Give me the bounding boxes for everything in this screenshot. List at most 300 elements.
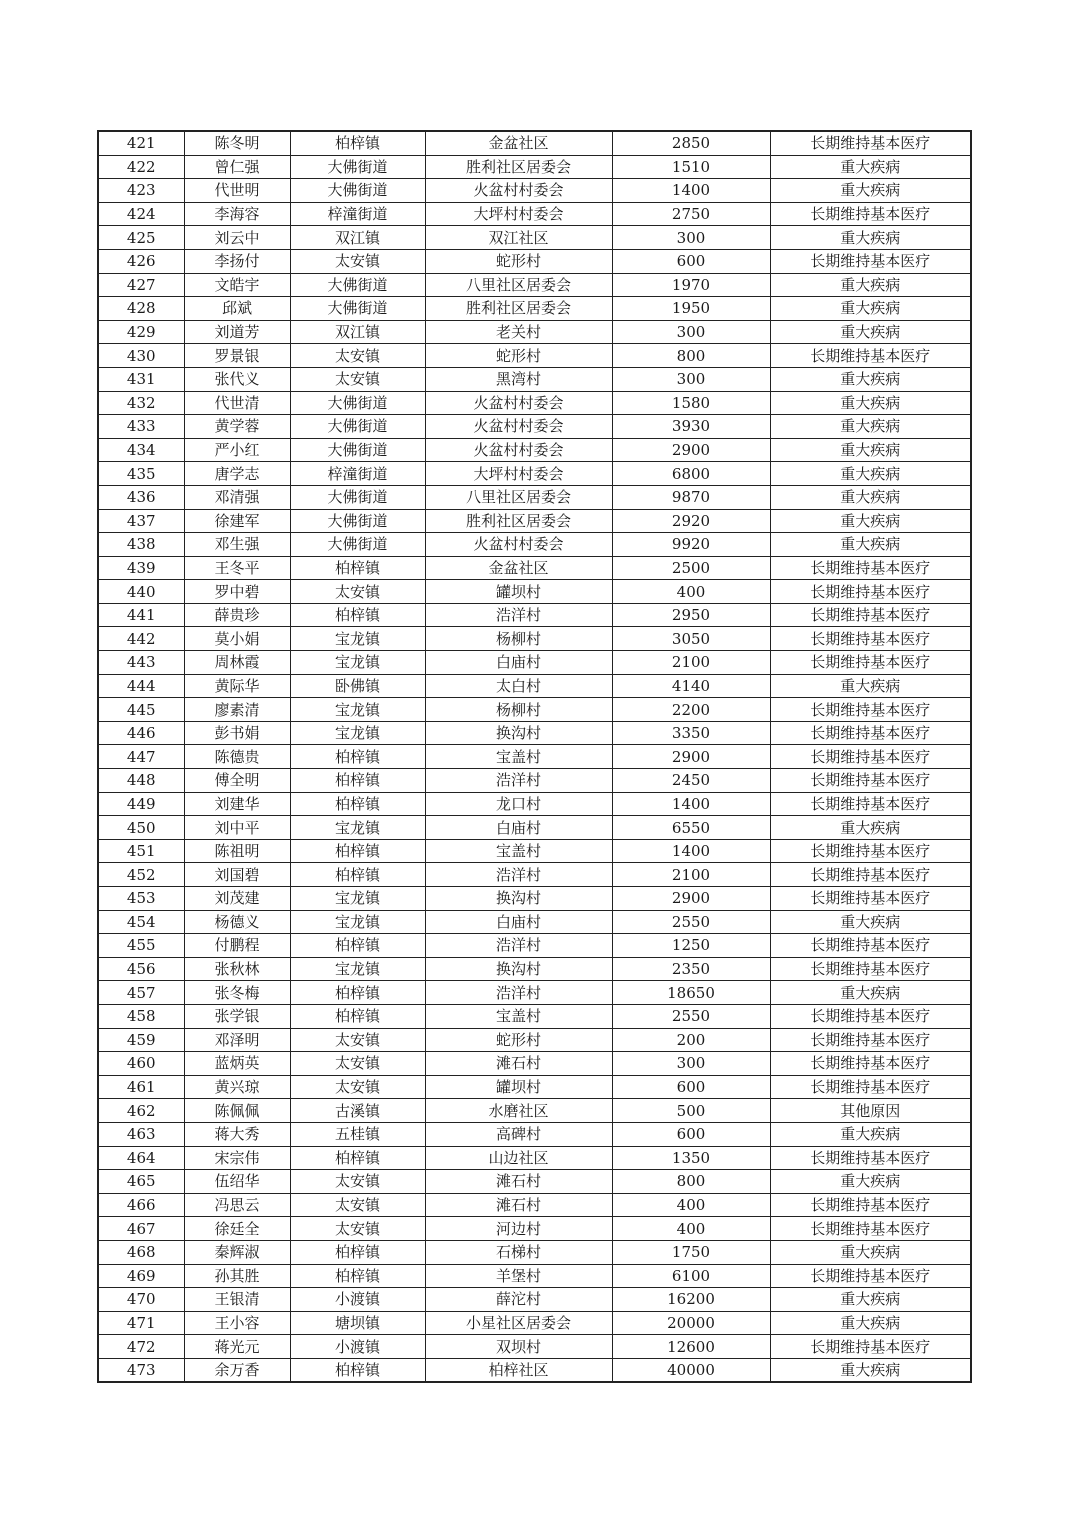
name-cell: 张冬梅 [184, 981, 290, 1005]
table-row [98, 887, 971, 911]
reason-cell: 重大疾病 [770, 485, 971, 509]
row-number-cell: 458 [98, 1004, 184, 1028]
table-row [98, 438, 971, 462]
township-cell: 小渡镇 [290, 1335, 425, 1359]
township-cell: 太安镇 [290, 1170, 425, 1194]
table-row [98, 1052, 971, 1076]
name-cell: 廖素清 [184, 698, 290, 722]
township-cell: 太安镇 [290, 1028, 425, 1052]
name-cell: 邓清强 [184, 485, 290, 509]
table-row [98, 462, 971, 486]
township-cell: 宝龙镇 [290, 887, 425, 911]
township-cell: 柏梓镇 [290, 1358, 425, 1382]
table-row [98, 1122, 971, 1146]
reason-cell: 重大疾病 [770, 438, 971, 462]
row-number-cell: 461 [98, 1075, 184, 1099]
amount-cell: 1750 [612, 1240, 770, 1264]
reason-cell: 重大疾病 [770, 910, 971, 934]
table-row [98, 674, 971, 698]
amount-cell: 2900 [612, 745, 770, 769]
reason-cell: 重大疾病 [770, 1240, 971, 1264]
amount-cell: 6550 [612, 816, 770, 840]
township-cell: 柏梓镇 [290, 556, 425, 580]
village-cell: 蛇形村 [425, 344, 612, 368]
table-row [98, 1240, 971, 1264]
village-cell: 白庙村 [425, 816, 612, 840]
name-cell: 冯思云 [184, 1193, 290, 1217]
table-row [98, 721, 971, 745]
table-row [98, 1170, 971, 1194]
table-row [98, 273, 971, 297]
township-cell: 柏梓镇 [290, 839, 425, 863]
table-row [98, 533, 971, 557]
township-cell: 太安镇 [290, 1052, 425, 1076]
row-number-cell: 444 [98, 674, 184, 698]
village-cell: 火盆村村委会 [425, 415, 612, 439]
township-cell: 柏梓镇 [290, 863, 425, 887]
reason-cell: 重大疾病 [770, 179, 971, 203]
name-cell: 付鹏程 [184, 934, 290, 958]
township-cell: 柏梓镇 [290, 769, 425, 793]
amount-cell: 800 [612, 344, 770, 368]
township-cell: 大佛街道 [290, 509, 425, 533]
reason-cell: 重大疾病 [770, 1311, 971, 1335]
township-cell: 太安镇 [290, 1217, 425, 1241]
village-cell: 浩洋村 [425, 769, 612, 793]
amount-cell: 600 [612, 1122, 770, 1146]
amount-cell: 9870 [612, 485, 770, 509]
village-cell: 浩洋村 [425, 603, 612, 627]
village-cell: 石梯村 [425, 1240, 612, 1264]
amount-cell: 2100 [612, 651, 770, 675]
row-number-cell: 466 [98, 1193, 184, 1217]
name-cell: 徐建军 [184, 509, 290, 533]
reason-cell: 长期维持基本医疗 [770, 934, 971, 958]
township-cell: 柏梓镇 [290, 792, 425, 816]
township-cell: 太安镇 [290, 344, 425, 368]
row-number-cell: 434 [98, 438, 184, 462]
row-number-cell: 452 [98, 863, 184, 887]
table-row [98, 816, 971, 840]
reason-cell: 长期维持基本医疗 [770, 627, 971, 651]
township-cell: 大佛街道 [290, 415, 425, 439]
township-cell: 大佛街道 [290, 485, 425, 509]
row-number-cell: 462 [98, 1099, 184, 1123]
name-cell: 黄兴琼 [184, 1075, 290, 1099]
amount-cell: 300 [612, 367, 770, 391]
row-number-cell: 433 [98, 415, 184, 439]
village-cell: 滩石村 [425, 1170, 612, 1194]
table-row [98, 603, 971, 627]
reason-cell: 重大疾病 [770, 367, 971, 391]
township-cell: 柏梓镇 [290, 603, 425, 627]
row-number-cell: 424 [98, 202, 184, 226]
village-cell: 薛沱村 [425, 1288, 612, 1312]
village-cell: 白庙村 [425, 651, 612, 675]
reason-cell: 长期维持基本医疗 [770, 887, 971, 911]
name-cell: 傅全明 [184, 769, 290, 793]
village-cell: 换沟村 [425, 721, 612, 745]
amount-cell: 1400 [612, 792, 770, 816]
village-cell: 火盆村村委会 [425, 179, 612, 203]
township-cell: 小渡镇 [290, 1288, 425, 1312]
village-cell: 蛇形村 [425, 1028, 612, 1052]
village-cell: 老关村 [425, 320, 612, 344]
reason-cell: 长期维持基本医疗 [770, 1335, 971, 1359]
row-number-cell: 439 [98, 556, 184, 580]
row-number-cell: 471 [98, 1311, 184, 1335]
row-number-cell: 455 [98, 934, 184, 958]
amount-cell: 2750 [612, 202, 770, 226]
township-cell: 宝龙镇 [290, 651, 425, 675]
amount-cell: 2850 [612, 131, 770, 155]
row-number-cell: 446 [98, 721, 184, 745]
name-cell: 秦辉淑 [184, 1240, 290, 1264]
name-cell: 刘建华 [184, 792, 290, 816]
village-cell: 双江社区 [425, 226, 612, 250]
amount-cell: 1580 [612, 391, 770, 415]
township-cell: 柏梓镇 [290, 1240, 425, 1264]
table-row [98, 627, 971, 651]
township-cell: 宝龙镇 [290, 910, 425, 934]
table-row [98, 1075, 971, 1099]
township-cell: 五桂镇 [290, 1122, 425, 1146]
name-cell: 张学银 [184, 1004, 290, 1028]
township-cell: 太安镇 [290, 580, 425, 604]
village-cell: 胜利社区居委会 [425, 509, 612, 533]
name-cell: 莫小娟 [184, 627, 290, 651]
row-number-cell: 435 [98, 462, 184, 486]
row-number-cell: 459 [98, 1028, 184, 1052]
village-cell: 八里社区居委会 [425, 485, 612, 509]
reason-cell: 长期维持基本医疗 [770, 1146, 971, 1170]
name-cell: 李扬付 [184, 249, 290, 273]
table-row [98, 934, 971, 958]
village-cell: 浩洋村 [425, 934, 612, 958]
reason-cell: 重大疾病 [770, 320, 971, 344]
row-number-cell: 450 [98, 816, 184, 840]
table-row [98, 1217, 971, 1241]
name-cell: 余万香 [184, 1358, 290, 1382]
row-number-cell: 470 [98, 1288, 184, 1312]
table-row [98, 202, 971, 226]
name-cell: 邱斌 [184, 297, 290, 321]
amount-cell: 1400 [612, 839, 770, 863]
reason-cell: 重大疾病 [770, 981, 971, 1005]
village-cell: 八里社区居委会 [425, 273, 612, 297]
township-cell: 大佛街道 [290, 273, 425, 297]
amount-cell: 18650 [612, 981, 770, 1005]
village-cell: 杨柳村 [425, 698, 612, 722]
amount-cell: 3050 [612, 627, 770, 651]
amount-cell: 1400 [612, 179, 770, 203]
table-row [98, 367, 971, 391]
reason-cell: 重大疾病 [770, 1288, 971, 1312]
row-number-cell: 431 [98, 367, 184, 391]
reason-cell: 重大疾病 [770, 509, 971, 533]
township-cell: 卧佛镇 [290, 674, 425, 698]
table-row [98, 1004, 971, 1028]
township-cell: 大佛街道 [290, 438, 425, 462]
amount-cell: 6800 [612, 462, 770, 486]
row-number-cell: 451 [98, 839, 184, 863]
name-cell: 杨德义 [184, 910, 290, 934]
table-row [98, 957, 971, 981]
reason-cell: 长期维持基本医疗 [770, 863, 971, 887]
township-cell: 宝龙镇 [290, 721, 425, 745]
row-number-cell: 438 [98, 533, 184, 557]
amount-cell: 400 [612, 580, 770, 604]
row-number-cell: 427 [98, 273, 184, 297]
amount-cell: 2900 [612, 887, 770, 911]
table-row [98, 863, 971, 887]
row-number-cell: 428 [98, 297, 184, 321]
township-cell: 宝龙镇 [290, 627, 425, 651]
township-cell: 大佛街道 [290, 297, 425, 321]
village-cell: 龙口村 [425, 792, 612, 816]
village-cell: 大坪村村委会 [425, 462, 612, 486]
village-cell: 浩洋村 [425, 863, 612, 887]
name-cell: 孙其胜 [184, 1264, 290, 1288]
name-cell: 罗景银 [184, 344, 290, 368]
township-cell: 大佛街道 [290, 533, 425, 557]
row-number-cell: 456 [98, 957, 184, 981]
village-cell: 水磨社区 [425, 1099, 612, 1123]
village-cell: 宝盖村 [425, 839, 612, 863]
village-cell: 金盆社区 [425, 556, 612, 580]
reason-cell: 长期维持基本医疗 [770, 131, 971, 155]
table-row [98, 179, 971, 203]
reason-cell: 重大疾病 [770, 155, 971, 179]
amount-cell: 500 [612, 1099, 770, 1123]
township-cell: 梓潼街道 [290, 202, 425, 226]
village-cell: 浩洋村 [425, 981, 612, 1005]
name-cell: 刘中平 [184, 816, 290, 840]
table-row [98, 1099, 971, 1123]
township-cell: 宝龙镇 [290, 957, 425, 981]
amount-cell: 2920 [612, 509, 770, 533]
name-cell: 刘茂建 [184, 887, 290, 911]
reason-cell: 重大疾病 [770, 391, 971, 415]
township-cell: 双江镇 [290, 320, 425, 344]
reason-cell: 长期维持基本医疗 [770, 792, 971, 816]
name-cell: 刘云中 [184, 226, 290, 250]
amount-cell: 300 [612, 226, 770, 250]
name-cell: 文皓宇 [184, 273, 290, 297]
name-cell: 陈佩佩 [184, 1099, 290, 1123]
reason-cell: 重大疾病 [770, 1358, 971, 1382]
name-cell: 蒋光元 [184, 1335, 290, 1359]
table-row [98, 226, 971, 250]
name-cell: 陈德贵 [184, 745, 290, 769]
name-cell: 严小红 [184, 438, 290, 462]
name-cell: 徐廷全 [184, 1217, 290, 1241]
name-cell: 蓝炳英 [184, 1052, 290, 1076]
name-cell: 王银清 [184, 1288, 290, 1312]
village-cell: 太白村 [425, 674, 612, 698]
table-row [98, 698, 971, 722]
amount-cell: 600 [612, 1075, 770, 1099]
row-number-cell: 453 [98, 887, 184, 911]
row-number-cell: 425 [98, 226, 184, 250]
village-cell: 宝盖村 [425, 745, 612, 769]
table-row [98, 1146, 971, 1170]
amount-cell: 40000 [612, 1358, 770, 1382]
table-row [98, 1264, 971, 1288]
row-number-cell: 460 [98, 1052, 184, 1076]
name-cell: 薛贵珍 [184, 603, 290, 627]
row-number-cell: 430 [98, 344, 184, 368]
reason-cell: 重大疾病 [770, 533, 971, 557]
reason-cell: 长期维持基本医疗 [770, 651, 971, 675]
row-number-cell: 448 [98, 769, 184, 793]
village-cell: 黑湾村 [425, 367, 612, 391]
table-row [98, 155, 971, 179]
amount-cell: 2200 [612, 698, 770, 722]
amount-cell: 2550 [612, 910, 770, 934]
reason-cell: 长期维持基本医疗 [770, 721, 971, 745]
table-row [98, 981, 971, 1005]
row-number-cell: 429 [98, 320, 184, 344]
reason-cell: 长期维持基本医疗 [770, 698, 971, 722]
village-cell: 胜利社区居委会 [425, 155, 612, 179]
row-number-cell: 445 [98, 698, 184, 722]
township-cell: 太安镇 [290, 249, 425, 273]
name-cell: 李海容 [184, 202, 290, 226]
township-cell: 太安镇 [290, 367, 425, 391]
name-cell: 黄际华 [184, 674, 290, 698]
township-cell: 宝龙镇 [290, 698, 425, 722]
village-cell: 罐坝村 [425, 1075, 612, 1099]
village-cell: 火盆村村委会 [425, 391, 612, 415]
township-cell: 柏梓镇 [290, 1264, 425, 1288]
reason-cell: 长期维持基本医疗 [770, 344, 971, 368]
amount-cell: 16200 [612, 1288, 770, 1312]
township-cell: 大佛街道 [290, 391, 425, 415]
reason-cell: 长期维持基本医疗 [770, 745, 971, 769]
table-row [98, 580, 971, 604]
amount-cell: 400 [612, 1193, 770, 1217]
village-cell: 火盆村村委会 [425, 533, 612, 557]
reason-cell: 重大疾病 [770, 226, 971, 250]
township-cell: 柏梓镇 [290, 131, 425, 155]
table-row [98, 344, 971, 368]
reason-cell: 长期维持基本医疗 [770, 1028, 971, 1052]
table-row [98, 320, 971, 344]
table-row [98, 745, 971, 769]
table-row [98, 249, 971, 273]
village-cell: 山边社区 [425, 1146, 612, 1170]
table-row [98, 651, 971, 675]
row-number-cell: 442 [98, 627, 184, 651]
table-row [98, 792, 971, 816]
name-cell: 彭书娟 [184, 721, 290, 745]
row-number-cell: 457 [98, 981, 184, 1005]
row-number-cell: 447 [98, 745, 184, 769]
row-number-cell: 441 [98, 603, 184, 627]
reason-cell: 重大疾病 [770, 273, 971, 297]
amount-cell: 1950 [612, 297, 770, 321]
village-cell: 换沟村 [425, 957, 612, 981]
village-cell: 高碑村 [425, 1122, 612, 1146]
amount-cell: 2900 [612, 438, 770, 462]
township-cell: 古溪镇 [290, 1099, 425, 1123]
reason-cell: 重大疾病 [770, 415, 971, 439]
amount-cell: 2550 [612, 1004, 770, 1028]
reason-cell: 重大疾病 [770, 462, 971, 486]
amount-cell: 6100 [612, 1264, 770, 1288]
table-row [98, 1193, 971, 1217]
table-body [98, 131, 971, 1382]
reason-cell: 长期维持基本医疗 [770, 769, 971, 793]
township-cell: 柏梓镇 [290, 981, 425, 1005]
township-cell: 柏梓镇 [290, 934, 425, 958]
township-cell: 太安镇 [290, 1193, 425, 1217]
township-cell: 太安镇 [290, 1075, 425, 1099]
name-cell: 曾仁强 [184, 155, 290, 179]
township-cell: 柏梓镇 [290, 1004, 425, 1028]
name-cell: 罗中碧 [184, 580, 290, 604]
name-cell: 刘国碧 [184, 863, 290, 887]
name-cell: 陈冬明 [184, 131, 290, 155]
name-cell: 唐学志 [184, 462, 290, 486]
village-cell: 换沟村 [425, 887, 612, 911]
village-cell: 滩石村 [425, 1193, 612, 1217]
row-number-cell: 454 [98, 910, 184, 934]
township-cell: 大佛街道 [290, 179, 425, 203]
village-cell: 宝盖村 [425, 1004, 612, 1028]
village-cell: 蛇形村 [425, 249, 612, 273]
row-number-cell: 443 [98, 651, 184, 675]
table-row [98, 1311, 971, 1335]
table-row [98, 769, 971, 793]
row-number-cell: 423 [98, 179, 184, 203]
village-cell: 柏梓社区 [425, 1358, 612, 1382]
row-number-cell: 440 [98, 580, 184, 604]
reason-cell: 长期维持基本医疗 [770, 1052, 971, 1076]
village-cell: 胜利社区居委会 [425, 297, 612, 321]
table-row [98, 1358, 971, 1382]
name-cell: 王冬平 [184, 556, 290, 580]
name-cell: 王小容 [184, 1311, 290, 1335]
row-number-cell: 469 [98, 1264, 184, 1288]
village-cell: 白庙村 [425, 910, 612, 934]
village-cell: 杨柳村 [425, 627, 612, 651]
reason-cell: 长期维持基本医疗 [770, 249, 971, 273]
name-cell: 刘道芳 [184, 320, 290, 344]
amount-cell: 4140 [612, 674, 770, 698]
name-cell: 代世清 [184, 391, 290, 415]
village-cell: 小星社区居委会 [425, 1311, 612, 1335]
amount-cell: 300 [612, 1052, 770, 1076]
reason-cell: 长期维持基本医疗 [770, 202, 971, 226]
name-cell: 周林霞 [184, 651, 290, 675]
table-row [98, 485, 971, 509]
amount-cell: 2350 [612, 957, 770, 981]
reason-cell: 长期维持基本医疗 [770, 556, 971, 580]
reason-cell: 重大疾病 [770, 816, 971, 840]
row-number-cell: 432 [98, 391, 184, 415]
reason-cell: 长期维持基本医疗 [770, 1004, 971, 1028]
village-cell: 金盆社区 [425, 131, 612, 155]
amount-cell: 1970 [612, 273, 770, 297]
table-row [98, 391, 971, 415]
name-cell: 张代义 [184, 367, 290, 391]
reason-cell: 长期维持基本医疗 [770, 1075, 971, 1099]
village-cell: 滩石村 [425, 1052, 612, 1076]
amount-cell: 1350 [612, 1146, 770, 1170]
amount-cell: 12600 [612, 1335, 770, 1359]
